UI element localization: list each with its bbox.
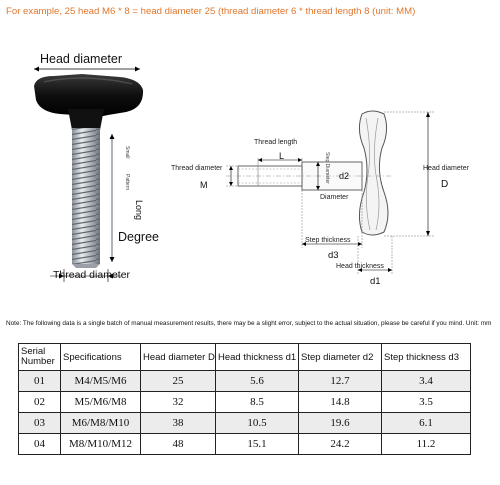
cell-serial: 03: [19, 413, 61, 434]
cell-step-diameter: 19.6: [299, 413, 382, 434]
cell-head-thickness: 5.6: [216, 371, 299, 392]
table-header-row: [19, 344, 471, 371]
degree-label: Degree: [118, 230, 159, 244]
thread-diameter-drawing-label: Thread diameter: [171, 165, 223, 172]
cell-step-thickness: 6.1: [382, 413, 471, 434]
table-row: [19, 434, 471, 455]
step-thickness-label: Step thickness: [305, 237, 351, 244]
cell-serial: 01: [19, 371, 61, 392]
thread-length-label: Thread length: [254, 139, 298, 146]
table-row: [19, 413, 471, 434]
head-thickness-label: Head thickness: [336, 263, 384, 270]
cell-head-thickness: 10.5: [216, 413, 299, 434]
measurement-note: Note: The following data is a single batch of manual measurement results, there may be a slight error, subject to the actual situation, please be careful if you mind. Unit: mm: [6, 320, 492, 327]
diameter-label: Diameter: [320, 194, 349, 201]
pattern-label: Pattern: [124, 174, 130, 191]
header-head-diameter: Head diameter D: [141, 344, 216, 371]
step-diameter-small-label: Step Diameter: [324, 152, 330, 184]
cell-head-thickness: 8.5: [216, 392, 299, 413]
cell-head-thickness: 15.1: [216, 434, 299, 455]
cell-step-diameter: 14.8: [299, 392, 382, 413]
cell-step-thickness: 3.4: [382, 371, 471, 392]
spec-table: [18, 343, 471, 455]
cell-head-diameter: 38: [141, 413, 216, 434]
header-step-diameter: Step diameter d2: [299, 344, 382, 371]
header-head-thickness: Head thickness d1: [216, 344, 299, 371]
head-diameter-symbol: D: [441, 179, 449, 190]
table-row: [19, 392, 471, 413]
headline: For example, 25 head M6 * 8 = head diameter 25 (thread diameter 6 * thread length 8 (unit: MM): [6, 6, 416, 17]
thread-length-symbol: L: [279, 151, 285, 161]
header-serial-number: Serial Number: [19, 344, 61, 371]
header-specifications: Specifications: [61, 344, 141, 371]
cell-spec: M5/M6/M8: [61, 392, 141, 413]
cell-step-thickness: 3.5: [382, 392, 471, 413]
thread-diameter-label: Thread diameter: [53, 269, 131, 281]
head-diameter-label: Head diameter: [40, 52, 122, 66]
cell-spec: M6/M8/M10: [61, 413, 141, 434]
step-diameter-symbol: d2: [339, 171, 350, 181]
cell-step-diameter: 24.2: [299, 434, 382, 455]
cell-serial: 04: [19, 434, 61, 455]
cell-step-thickness: 11.2: [382, 434, 471, 455]
cell-head-diameter: 32: [141, 392, 216, 413]
cell-spec: M4/M5/M6: [61, 371, 141, 392]
header-step-thickness: Step thickness d3: [382, 344, 471, 371]
product-photo: [0, 30, 210, 290]
cell-step-diameter: 12.7: [299, 371, 382, 392]
cell-head-diameter: 25: [141, 371, 216, 392]
long-label: Long: [134, 200, 144, 221]
head-diameter-drawing-label: Head diameter: [423, 165, 469, 172]
cell-spec: M8/M10/M12: [61, 434, 141, 455]
technical-drawing: [200, 100, 500, 300]
table-row: [19, 371, 471, 392]
small-label: Small: [124, 146, 130, 159]
cell-serial: 02: [19, 392, 61, 413]
thread-diameter-symbol: M: [200, 180, 208, 190]
head-thickness-symbol: d1: [370, 276, 381, 287]
step-thickness-symbol: d3: [328, 250, 339, 261]
cell-head-diameter: 48: [141, 434, 216, 455]
